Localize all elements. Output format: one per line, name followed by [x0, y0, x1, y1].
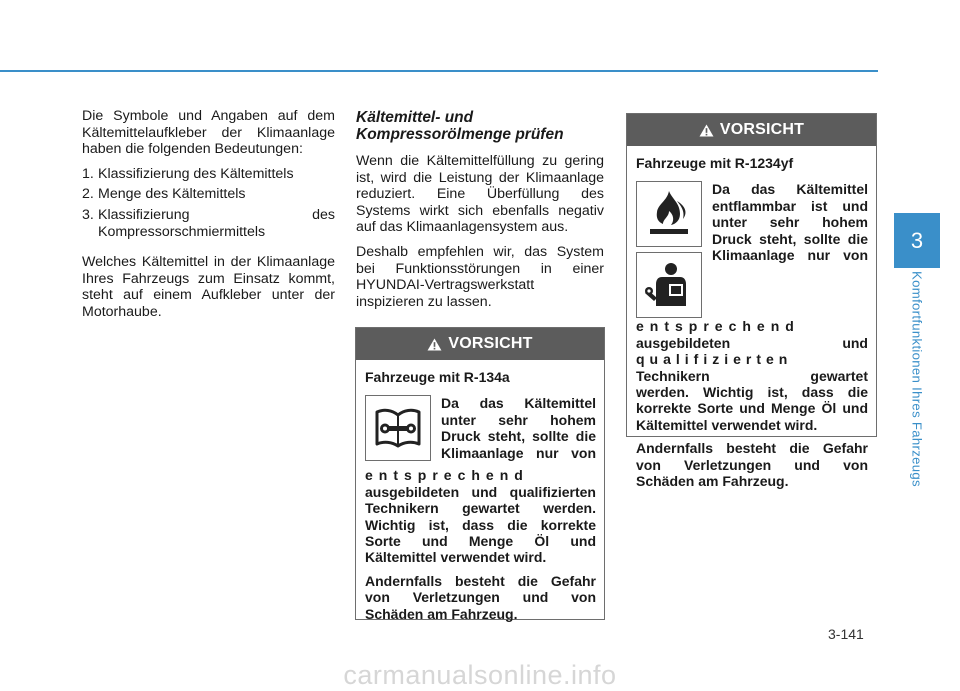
warning-box-r1234yf: VORSICHT Fahrzeuge mit R-1234yf Da das Kältemittel entflammbar ist und unter sehr hohem Druck steht, sollte die Klimaanlage nur von entsprechend ausgebildeten und qualifizierten Technikern gewartet werden. Wichtig ist, dass die korrekte Sorte und Menge Öl und Kältemittel verwendet wird. Andernfalls besteht die Gefahr von Verletzungen und von Schäden am Fahrzeug.: [626, 113, 877, 437]
check-section: [356, 109, 604, 318]
list-item: 2. Menge des Kältemittels: [82, 186, 246, 203]
warning-text: Andernfalls besteht die Gefahr von Verletzungen und von Schäden am Fahrzeug.: [636, 440, 868, 490]
warning-text: Andernfalls besteht die Gefahr von Verletzungen und von Schäden am Fahrzeug.: [365, 572, 596, 622]
warning-box-r134a: VORSICHT Fahrzeuge mit R-134a Da das Kältemittel unter sehr hohem Druck steht, sollte die Klimaanlage nur von entsprechend ausgebildeten und qualifizierten Technikern gewartet werden. Wichtig ist, dass die korrekte Sorte und Menge Öl und Kältemittel verwendet wird. Andernfalls besteht die Gefahr von Verletzungen und von Schäden am Fahrzeug.: [355, 327, 605, 620]
warning-header: [356, 328, 604, 360]
section-paragraph: Deshalb empfehlen wir, das System bei Funktionsstörungen in einer HYUNDAI-Vertragswerkstatt inspizieren zu lassen.: [356, 243, 604, 310]
warning-subhead: Fahrzeuge mit R-1234yf: [636, 155, 794, 171]
page-number: 3-141: [828, 626, 864, 642]
warning-triangle-icon: [699, 124, 714, 137]
list-item: 1. Klassifizierung des Kältemittels: [82, 165, 294, 182]
intro-paragraph: Die Symbole und Angaben auf dem Kältemittelaufkleber der Klimaanlage haben die folgenden Bedeutungen:: [82, 108, 335, 158]
warning-title: VORSICHT: [448, 335, 533, 352]
refrigerant-location-paragraph: Welches Kältemittel in der Klimaanlage Ihres Fahrzeugs zum Einsatz kommt, steht auf einem Aufkleber unter der Motorhaube.: [82, 254, 335, 320]
section-heading: Kältemittel- und Kompressorölmenge prüfen: [356, 109, 564, 143]
warning-text: werden. Wichtig ist, dass die korrekte Sorte und Menge Öl und Kältemittel verwendet wird.: [636, 384, 868, 433]
list-item: 3. Klassifizierung des Kompressorschmiermittels: [82, 206, 335, 240]
chapter-title: Komfortfunktionen Ihres Fahrzeugs: [909, 271, 925, 487]
intro-column: [82, 108, 335, 329]
flammable-icon: [636, 181, 702, 247]
manual-wrench-icon: [365, 395, 431, 461]
header-rule: [0, 70, 878, 72]
warning-pictograms: [636, 181, 702, 318]
watermark: carmanualsonline.info: [343, 660, 617, 690]
warning-triangle-icon: [427, 338, 442, 351]
chapter-tab: 3: [894, 213, 940, 268]
warning-text: ausgebildeten und qualifizierten Technikern gewartet werden. Wichtig ist, dass die korrekte Sorte und Menge Öl und Kältemittel verwendet wird.: [365, 483, 596, 566]
label-meaning-list: [82, 166, 335, 240]
warning-header: [627, 114, 876, 146]
technician-icon: [636, 252, 702, 318]
warning-subhead: Fahrzeuge mit R-134a: [365, 369, 510, 385]
warning-title: VORSICHT: [719, 121, 805, 138]
section-paragraph: Wenn die Kältemittelfüllung zu gering ist, wird die Leistung der Klimaanlage reduziert. Eine Überfüllung des Systems wirkt sich ebenfalls negativ auf das Klimaanlagensystem aus.: [356, 153, 604, 236]
